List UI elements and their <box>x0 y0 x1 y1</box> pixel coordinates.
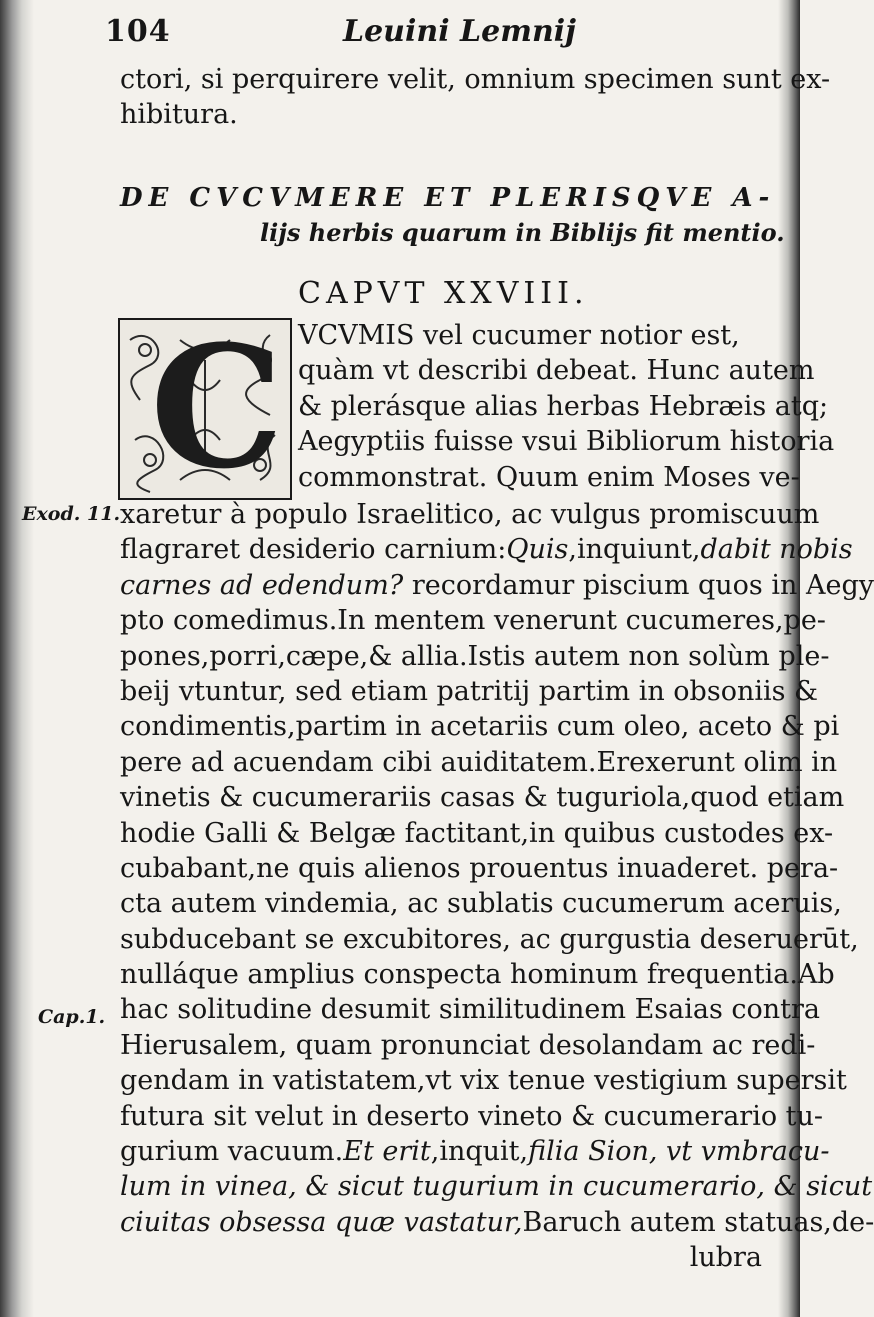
text-line: lum in vinea, & sicut tugurium in cucumerario, & sicut <box>120 1171 873 1203</box>
text-span: Baruch autem statuas,de- <box>522 1206 874 1238</box>
text-line: hac solitudine desumit similitudinem Esaias contra <box>120 994 821 1026</box>
text-line <box>120 1205 874 1240</box>
italic-span: carnes ad edendum? <box>120 569 404 601</box>
text-span: ,inquit, <box>430 1136 529 1168</box>
text-span: gurium vacuum. <box>120 1136 344 1168</box>
text-line: vinetis & cucumerariis casas & tuguriola,quod etiam <box>120 782 845 814</box>
italic-span: Et erit <box>343 1136 431 1168</box>
chapter-title: CAPVT XXVIII. <box>298 276 589 311</box>
text-line: futura sit velut in deserto vineto & cucumerario tu- <box>120 1100 824 1132</box>
section-heading-line-1: DE CVCVMERE ET PLERISQVE A- <box>120 183 776 213</box>
text-line <box>120 1134 830 1169</box>
text-line: beij vtuntur, sed etiam patritij partim in obsoniis & <box>120 675 819 707</box>
text-line: subducebant se excubitores, ac gurgustia deseruerūt, <box>120 923 859 955</box>
text-line: cubabant,ne quis alienos prouentus inuaderet. pera- <box>120 852 839 884</box>
text-line: quàm vt describi debeat. Hunc autem <box>298 355 815 387</box>
main-paragraph <box>120 497 874 1276</box>
text-line: hodie Galli & Belgæ factitant,in quibus custodes ex- <box>120 817 834 849</box>
initial-wrapped-text <box>298 318 835 495</box>
text-line: nulláque amplius conspecta hominum frequentia.Ab <box>120 959 835 991</box>
text-line: xaretur à populo Israelitico, ac vulgus promiscuum <box>120 499 820 530</box>
running-head <box>105 14 745 58</box>
text-line: lubra <box>689 1242 762 1274</box>
initial-letter: C <box>150 308 284 506</box>
text-line: Hierusalem, quam pronunciat desolandam ac redi- <box>120 1029 816 1061</box>
text-line: VCVMIS vel cucumer notior est, <box>298 320 740 351</box>
margin-note-cap: Cap.1. <box>38 1006 106 1028</box>
running-title: Leuini Lemnij <box>343 14 577 49</box>
italic-span: filia Sion, vt vmbracu- <box>528 1136 830 1168</box>
intro-paragraph <box>120 62 831 133</box>
text-line: & plerásque alias herbas Hebræis atq; <box>298 390 829 422</box>
text-line <box>120 532 853 567</box>
text-span: ,inquiunt, <box>568 534 701 566</box>
text-line: cta autem vindemia, ac sublatis cucumerum aceruis, <box>120 888 842 920</box>
text-span: recordamur piscium quos in Aegy <box>403 569 874 601</box>
text-line: hibitura. <box>120 99 238 131</box>
italic-span: ciuitas obsessa quæ vastatur, <box>120 1206 523 1238</box>
decorated-initial <box>118 308 292 506</box>
text-line: pere ad acuendam cibi auiditatem.Erexerunt olim in <box>120 746 838 778</box>
italic-span: dabit nobis <box>700 534 853 566</box>
text-line: Aegyptiis fuisse vsui Bibliorum historia <box>298 426 835 458</box>
text-line: ctori, si perquirere velit, omnium specimen sunt ex- <box>120 64 831 95</box>
text-span: flagraret desiderio carnium: <box>120 534 507 566</box>
text-line <box>120 568 874 603</box>
page-number: 104 <box>105 14 171 49</box>
text-line: pones,porri,cæpe,& allia.Istis autem non solùm ple- <box>120 640 830 672</box>
section-heading <box>120 180 785 250</box>
section-heading-line-2: lijs herbis quarum in Biblijs fit mentio. <box>260 218 785 247</box>
margin-note-exod: Exod. 11. <box>22 503 121 525</box>
italic-span: Quis <box>506 534 569 566</box>
text-line: commonstrat. Quum enim Moses ve- <box>298 461 800 493</box>
text-line: condimentis,partim in acetariis cum oleo, aceto & pi <box>120 711 840 743</box>
text-line: pto comedimus.In mentem venerunt cucumeres,pe- <box>120 605 826 637</box>
text-line: gendam in vatistatem,vt vix tenue vestigium supersit <box>120 1065 847 1097</box>
